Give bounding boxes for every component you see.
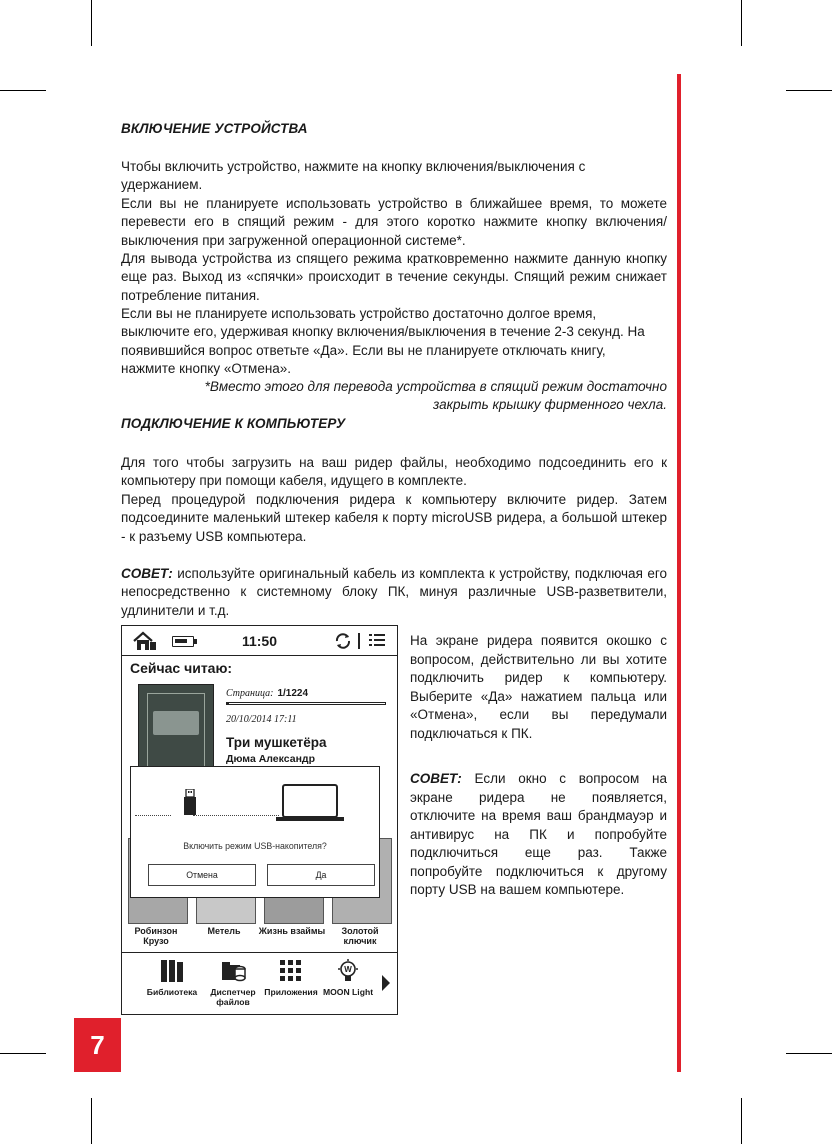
shelf-book-title[interactable]: Метель [207,926,241,936]
page-number: 7 [74,1018,121,1072]
shelf-book-title[interactable]: Золотой ключик [341,926,379,946]
crop-mark [0,1053,46,1054]
paragraph: Если вы не планируете использовать устройство в ближайшее время, то можете перевести его в спящий режим - для этого коротко нажмите кнопку включения/выключения при загруженной операционной системе*. [121,196,667,248]
reading-progress [226,702,386,705]
shelf-book-title[interactable]: Робинзон Крузо [134,926,178,946]
crop-mark [91,0,92,46]
dialog-prompt: Включить режим USB-накопителя? [183,841,327,851]
tip-paragraph [121,565,667,620]
footnote: *Вместо этого для перевода устройства в спящий режим достаточно закрыть крышку фирменного чехла. [204,379,667,413]
heading-connect-pc: ПОДКЛЮЧЕНИЕ К КОМПЬЮТЕРУ [121,416,346,431]
margin-red-bar [677,74,681,1072]
clock: 11:50 [241,633,278,649]
cancel-button[interactable]: Отмена [148,864,256,886]
book-title: Три мушкетёра [226,735,327,750]
next-page-arrow-icon[interactable] [382,975,390,991]
crop-mark [786,1053,832,1054]
crop-mark [0,90,46,91]
tip-text: Если окно с вопросом на экране ридера не появляется, отключите на время ваш брандмауэр и антивирус на ПК и попробуйте подключиться еще раз. Также попробуйте подключиться к другому порту USB на вашем компьютере. [410,771,667,897]
crop-mark [91,1098,92,1144]
paragraph: Перед процедурой подключения ридера к компьютеру включите ридер. Затем подсоедините маленький штекер кабеля к порту microUSB ридера, а большой штекер - к разъему USB компьютера. [121,492,667,544]
heading-power-on: ВКЛЮЧЕНИЕ УСТРОЙСТВА [121,121,308,136]
sync-icon[interactable] [334,632,352,655]
grid-icon [260,957,322,985]
current-book-info[interactable] [226,688,386,765]
folder-icon [206,957,260,985]
laptop-icon [275,783,345,828]
page-label: Страница: [226,688,274,699]
dock-library[interactable]: Библиотека [144,957,200,997]
dock-file-manager[interactable]: Диспетчер файлов [206,957,260,1007]
reader-screen [121,625,398,1015]
tip-text: используйте оригинальный кабель из комплекта к устройству, подключая его непосредственно к системному блоку ПК, минуя различные USB-разветвители, удлинители и т.д. [121,566,667,618]
paragraph: Для того чтобы загрузить на ваш ридер файлы, необходимо подсоединить его к компьютеру при помощи кабеля, идущего в комплекте. [121,455,667,489]
crop-mark [786,90,832,91]
tip-label: СОВЕТ: [121,566,173,581]
connection-line [135,815,171,816]
paragraph: Чтобы включить устройство, нажмите на кнопку включения/выключения с удержанием. [121,159,586,193]
paragraph: Если вы не планируете использовать устройство достаточно долгое время, выключите его, удерживая кнопку включения/выключения в течение 2-3 секунд. На появившийся вопрос ответьте «Да». Если вы не планируете отключать книгу, нажмите кнопку «Отмена». [121,306,645,376]
book-author: Дюма Александр [226,753,315,765]
svg-text:W: W [344,965,352,974]
page-indicator [226,688,386,699]
status-bar [122,626,397,656]
connection-line [193,815,279,816]
lightbulb-icon [320,957,376,985]
menu-icon[interactable] [368,632,386,655]
dock-moon-light[interactable]: W MOON Light [320,957,376,997]
dock-applications[interactable]: Приложения [260,957,322,997]
confirm-button[interactable]: Да [267,864,375,886]
divider [358,633,360,649]
crop-mark [741,0,742,46]
now-reading-title: Сейчас читаю: [130,660,233,676]
side-paragraph: На экране ридера появится окошко с вопросом, действительно ли вы хотите подключить ридер к компьютеру. Выберите «Да» нажатием пальца или «Отмена», если вы передумали подключаться к ПК. [410,633,667,741]
page-value: 1/1224 [277,688,309,699]
paragraph: Для вывода устройства из спящего режима кратковременно нажмите данную кнопку еще раз. Выход из «спячки» происходит в течение секунды. Спящий режим снижает потребление питания. [121,251,667,303]
side-tip [410,770,667,900]
shelf-book-title[interactable]: Жизнь взаймы [258,926,326,936]
shelf-titles [122,926,397,952]
usb-stick-icon [183,789,197,824]
crop-mark [741,1098,742,1144]
last-read-date: 20/10/2014 17:11 [226,714,297,725]
app-dock [122,952,397,1015]
usb-dialog [130,766,380,898]
library-icon [144,957,200,985]
tip-label: СОВЕТ: [410,771,462,786]
